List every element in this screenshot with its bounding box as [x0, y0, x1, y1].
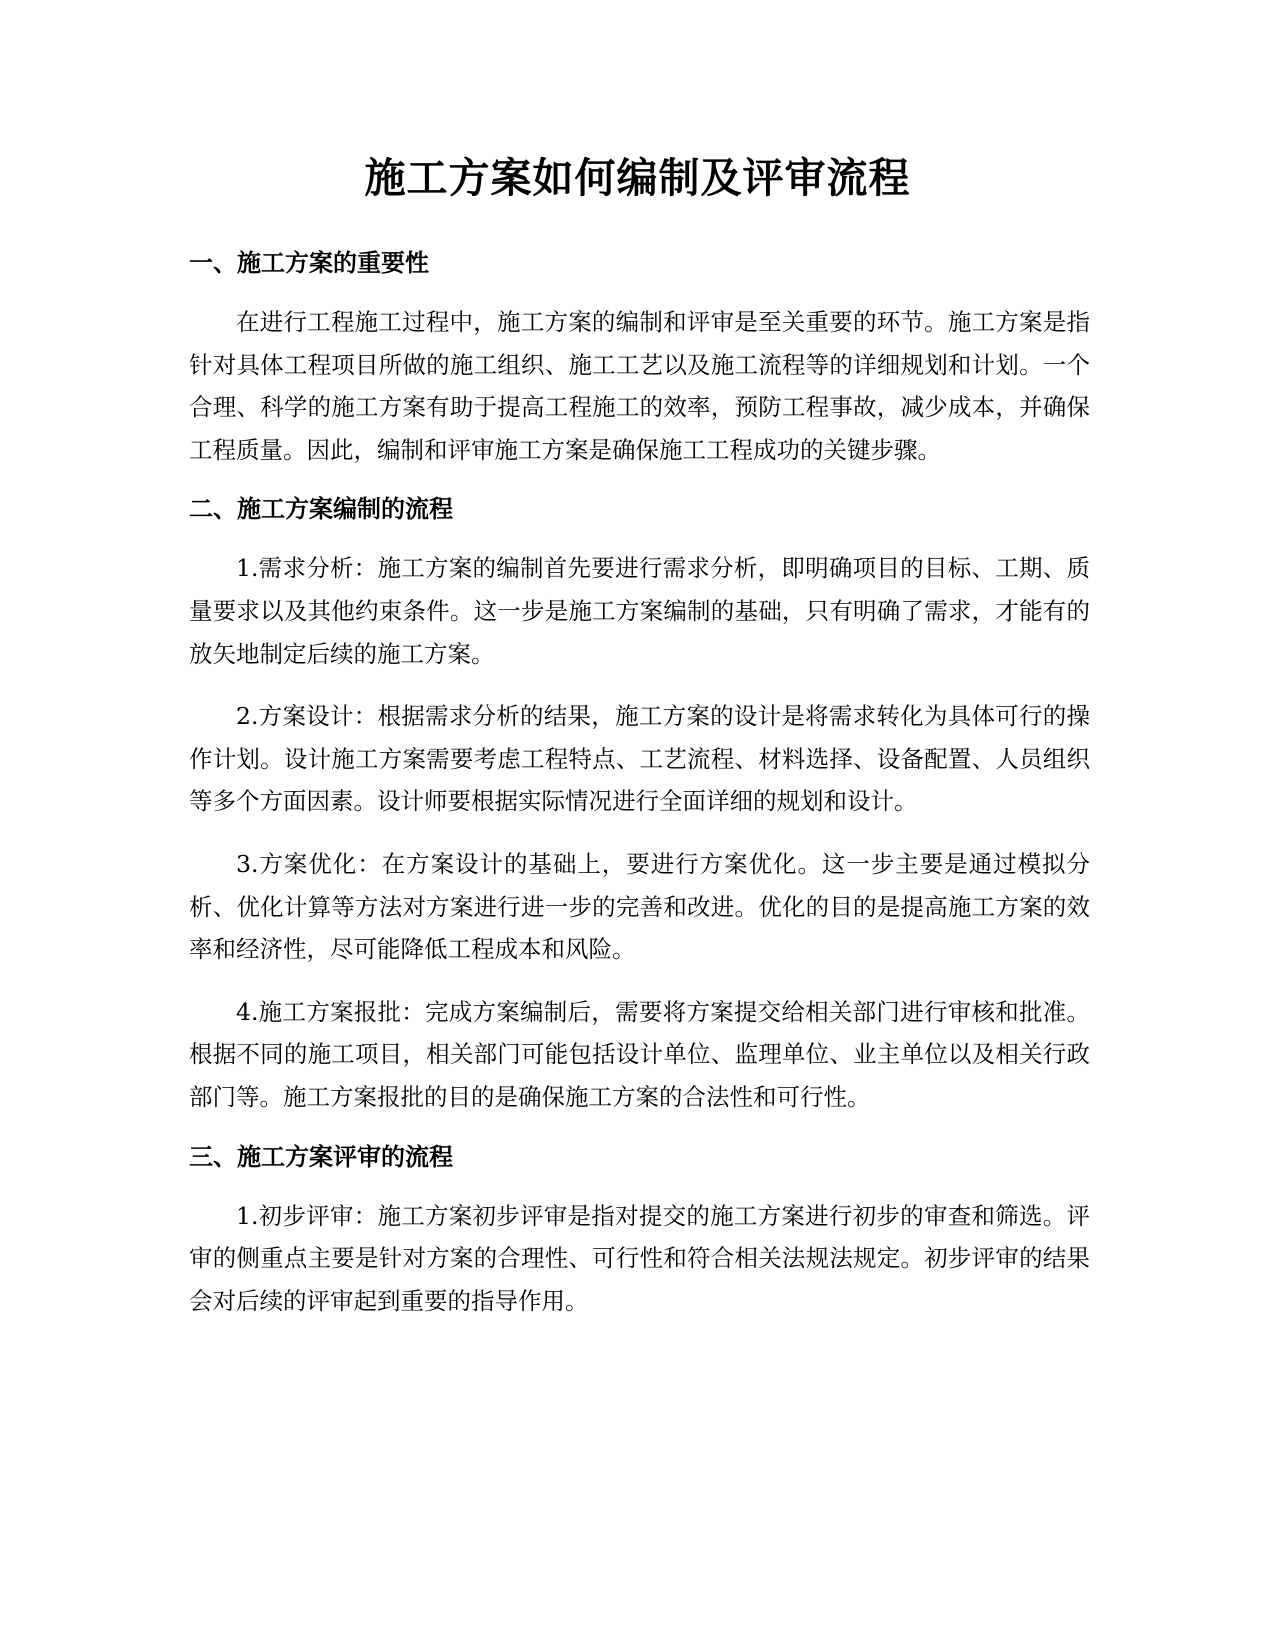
paragraph: 4.施工方案报批：完成方案编制后，需要将方案提交给相关部门进行审核和批准。根据不同的施工项目，相关部门可能包括设计单位、监理单位、业主单位以及相关行政部门等。施工方案报批的目的是确保施工方案的合法性和可行性。 [189, 997, 1090, 1111]
section-heading: 一、施工方案的重要性 [189, 249, 429, 277]
document-body [189, 245, 1090, 1342]
section-compilation-process [189, 491, 1090, 1118]
section-importance [189, 245, 1090, 471]
paragraph: 在进行工程施工过程中，施工方案的编制和评审是至关重要的环节。施工方案是指针对具体工程项目所做的施工组织、施工工艺以及施工流程等的详细规划和计划。一个合理、科学的施工方案有助于提高工程施工的效率，预防工程事故，减少成本，并确保工程质量。因此，编制和评审施工方案是确保施工工程成功的关键步骤。 [189, 308, 1090, 464]
document-title: 施工方案如何编制及评审流程 [364, 154, 911, 202]
section-heading: 二、施工方案编制的流程 [189, 495, 453, 524]
section-heading: 三、施工方案评审的流程 [189, 1142, 453, 1171]
paragraph: 1.初步评审：施工方案初步评审是指对提交的施工方案进行初步的审查和筛选。评审的侧重点主要是针对方案的合理性、可行性和符合相关法规法规定。初步评审的结果会对后续的评审起到重要的指导作用。 [189, 1201, 1090, 1315]
paragraph: 1.需求分析：施工方案的编制首先要进行需求分析，即明确项目的目标、工期、质量要求以及其他约束条件。这一步是施工方案编制的基础，只有明确了需求，才能有的放矢地制定后续的施工方案。 [189, 554, 1090, 668]
paragraph: 2.方案设计：根据需求分析的结果，施工方案的设计是将需求转化为具体可行的操作计划。设计施工方案需要考虑工程特点、工艺流程、材料选择、设备配置、人员组织等多个方面因素。设计师要根据实际情况进行全面详细的规划和设计。 [189, 702, 1090, 816]
section-review-process [189, 1139, 1090, 1323]
paragraph: 3.方案优化：在方案设计的基础上，要进行方案优化。这一步主要是通过模拟分析、优化计算等方法对方案进行进一步的完善和改进。优化的目的是提高施工方案的效率和经济性，尽可能降低工程成本和风险。 [189, 849, 1090, 964]
